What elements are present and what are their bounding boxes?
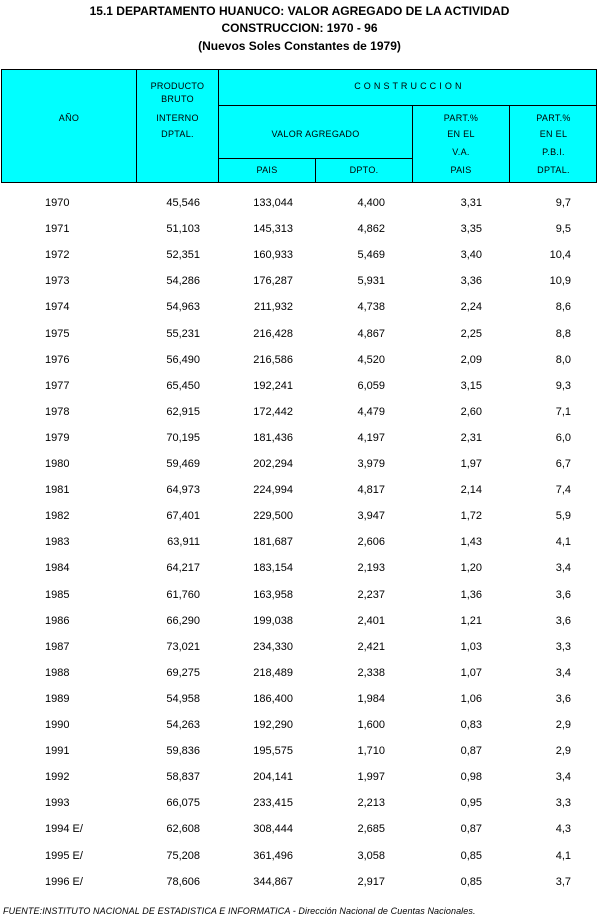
cell-va-dpto: 3,058 xyxy=(357,850,385,862)
cell-va-pais: 192,290 xyxy=(253,719,293,731)
cell-va-pais: 211,932 xyxy=(254,301,293,313)
cell-va-dpto: 4,862 xyxy=(357,223,385,235)
cell-part-va: 1,72 xyxy=(460,510,482,522)
cell-part-pbi: 3,6 xyxy=(555,693,571,705)
cell-pbi-dptal: 54,958 xyxy=(166,693,200,705)
cell-year: 1986 xyxy=(45,615,70,627)
cell-pbi-dptal: 59,469 xyxy=(166,458,200,470)
header-partpbi-l2: EN EL xyxy=(539,129,568,139)
cell-year: 1973 xyxy=(45,275,70,287)
cell-part-va: 2,14 xyxy=(460,484,482,496)
cell-part-va: 3,15 xyxy=(460,380,482,392)
cell-va-dpto: 1,710 xyxy=(357,745,385,757)
header-pais: PAIS xyxy=(256,165,278,175)
cell-pbi-dptal: 62,915 xyxy=(166,406,200,418)
cell-pbi-dptal: 73,021 xyxy=(166,641,200,653)
cell-pbi-dptal: 58,837 xyxy=(166,771,200,783)
header-partva-l4: PAIS xyxy=(450,165,472,175)
table-row xyxy=(0,216,599,242)
cell-pbi-dptal: 45,546 xyxy=(166,197,200,209)
cell-year: 1978 xyxy=(45,406,70,418)
cell-part-va: 2,09 xyxy=(460,354,482,366)
table-row xyxy=(0,190,599,216)
cell-part-va: 0,87 xyxy=(460,745,482,757)
table-row xyxy=(0,451,599,477)
table-row xyxy=(0,399,599,425)
table-row xyxy=(0,608,599,634)
cell-part-pbi: 3,4 xyxy=(555,771,571,783)
header-partpbi-l1: PART.% xyxy=(536,113,571,123)
cell-year: 1993 xyxy=(45,797,70,809)
cell-va-dpto: 4,520 xyxy=(357,354,385,366)
cell-part-pbi: 8,6 xyxy=(555,301,571,313)
header-partva-l3: V.A. xyxy=(452,147,470,157)
cell-part-va: 1,36 xyxy=(460,589,482,601)
cell-pbi-dptal: 61,760 xyxy=(166,589,200,601)
cell-pbi-dptal: 64,973 xyxy=(166,484,200,496)
cell-part-pbi: 4,1 xyxy=(555,536,571,548)
cell-pbi-dptal: 55,231 xyxy=(166,328,200,340)
cell-pbi-dptal: 63,911 xyxy=(167,536,200,548)
cell-part-va: 1,06 xyxy=(460,693,482,705)
cell-part-va: 3,36 xyxy=(460,275,482,287)
cell-va-pais: 216,428 xyxy=(253,328,293,340)
cell-part-pbi: 10,4 xyxy=(549,249,571,261)
header-anio: AÑO xyxy=(58,113,80,123)
cell-year: 1985 xyxy=(45,589,70,601)
cell-part-va: 0,85 xyxy=(460,876,482,888)
cell-va-dpto: 4,817 xyxy=(357,484,385,496)
cell-va-dpto: 5,469 xyxy=(357,249,385,261)
cell-va-pais: 344,867 xyxy=(253,876,293,888)
table-row xyxy=(0,634,599,660)
cell-part-pbi: 8,8 xyxy=(555,328,571,340)
cell-va-pais: 224,994 xyxy=(253,484,293,496)
cell-year: 1976 xyxy=(45,354,70,366)
cell-va-pais: 176,287 xyxy=(253,275,293,287)
cell-part-va: 0,87 xyxy=(460,823,482,835)
cell-part-va: 2,24 xyxy=(460,301,482,313)
table-subtitle: CONSTRUCCION: 1970 - 96 xyxy=(221,21,378,35)
cell-va-pais: 163,958 xyxy=(253,589,293,601)
cell-part-pbi: 3,7 xyxy=(555,876,571,888)
table-row xyxy=(0,347,599,373)
cell-part-va: 2,31 xyxy=(460,432,482,444)
cell-va-dpto: 2,213 xyxy=(357,797,385,809)
header-producto-l3: INTERNO xyxy=(156,113,199,123)
table-row xyxy=(0,869,599,895)
cell-part-va: 0,98 xyxy=(460,771,482,783)
cell-pbi-dptal: 52,351 xyxy=(166,249,200,261)
cell-va-pais: 218,489 xyxy=(253,667,293,679)
cell-year: 1984 xyxy=(45,562,70,574)
cell-year: 1987 xyxy=(45,641,70,653)
cell-part-pbi: 3,3 xyxy=(555,797,571,809)
table-row xyxy=(0,738,599,764)
cell-part-pbi: 6,7 xyxy=(555,458,571,470)
cell-part-pbi: 10,9 xyxy=(549,275,571,287)
cell-va-pais: 361,496 xyxy=(253,850,293,862)
header-dpto: DPTO. xyxy=(349,165,379,175)
cell-va-pais: 216,586 xyxy=(253,354,293,366)
cell-part-va: 1,20 xyxy=(460,562,482,574)
cell-pbi-dptal: 69,275 xyxy=(166,667,200,679)
header-partpbi-l3: P.B.I. xyxy=(542,147,565,157)
table-row xyxy=(0,425,599,451)
cell-va-pais: 204,141 xyxy=(253,771,293,783)
cell-va-pais: 160,933 xyxy=(253,249,293,261)
table-header xyxy=(1,69,597,183)
table-row xyxy=(0,242,599,268)
cell-pbi-dptal: 64,217 xyxy=(166,562,200,574)
cell-va-pais: 195,575 xyxy=(253,745,293,757)
header-construccion: C O N S T R U C C I O N xyxy=(354,81,462,91)
cell-part-va: 1,43 xyxy=(460,536,482,548)
table-row xyxy=(0,660,599,686)
cell-va-pais: 234,330 xyxy=(253,641,293,653)
table-row xyxy=(0,294,599,320)
cell-part-pbi: 2,9 xyxy=(555,719,571,731)
cell-part-pbi: 7,4 xyxy=(555,484,571,496)
table-row xyxy=(0,582,599,608)
cell-part-va: 0,83 xyxy=(460,719,482,731)
cell-va-dpto: 4,400 xyxy=(357,197,385,209)
cell-va-dpto: 3,947 xyxy=(357,510,385,522)
cell-pbi-dptal: 70,195 xyxy=(166,432,200,444)
table-units: (Nuevos Soles Constantes de 1979) xyxy=(198,39,401,53)
cell-va-pais: 181,687 xyxy=(253,536,293,548)
header-producto-l2: BRUTO xyxy=(161,94,194,104)
cell-part-pbi: 9,3 xyxy=(555,380,571,392)
cell-va-pais: 192,241 xyxy=(253,380,293,392)
cell-va-pais: 202,294 xyxy=(253,458,293,470)
cell-va-pais: 133,044 xyxy=(253,197,293,209)
cell-va-pais: 308,444 xyxy=(253,823,293,835)
table-row xyxy=(0,555,599,581)
cell-year: 1995 E/ xyxy=(45,850,83,862)
cell-pbi-dptal: 66,075 xyxy=(166,797,200,809)
cell-va-dpto: 2,193 xyxy=(357,562,385,574)
cell-year: 1990 xyxy=(45,719,70,731)
cell-year: 1975 xyxy=(45,328,70,340)
header-partpbi-l4: DPTAL. xyxy=(537,165,570,175)
cell-va-pais: 186,400 xyxy=(253,693,293,705)
cell-year: 1989 xyxy=(45,693,70,705)
cell-part-va: 1,21 xyxy=(460,615,482,627)
cell-va-pais: 199,038 xyxy=(253,615,293,627)
cell-part-pbi: 3,6 xyxy=(555,615,571,627)
cell-part-pbi: 4,3 xyxy=(555,823,571,835)
cell-va-dpto: 4,738 xyxy=(357,301,385,313)
table-row xyxy=(0,477,599,503)
cell-part-pbi: 3,3 xyxy=(555,641,571,653)
cell-part-va: 1,07 xyxy=(460,667,482,679)
cell-part-va: 1,03 xyxy=(460,641,482,653)
cell-part-pbi: 9,7 xyxy=(555,197,571,209)
cell-year: 1991 xyxy=(45,745,70,757)
cell-year: 1972 xyxy=(45,249,70,261)
table-row xyxy=(0,373,599,399)
cell-va-dpto: 2,338 xyxy=(357,667,385,679)
cell-part-pbi: 6,0 xyxy=(555,432,571,444)
cell-part-va: 3,40 xyxy=(460,249,482,261)
cell-year: 1981 xyxy=(45,484,70,496)
cell-part-va: 1,97 xyxy=(460,458,482,470)
cell-pbi-dptal: 54,263 xyxy=(166,719,200,731)
cell-part-va: 2,60 xyxy=(460,406,482,418)
cell-part-va: 0,85 xyxy=(460,850,482,862)
table-row xyxy=(0,764,599,790)
header-partva-l2: EN EL xyxy=(447,129,475,139)
cell-pbi-dptal: 51,103 xyxy=(166,223,200,235)
cell-pbi-dptal: 66,290 xyxy=(166,615,200,627)
cell-year: 1974 xyxy=(45,301,70,313)
table-row xyxy=(0,816,599,842)
cell-part-va: 3,31 xyxy=(460,197,482,209)
cell-year: 1988 xyxy=(45,667,70,679)
cell-va-dpto: 4,479 xyxy=(357,406,385,418)
cell-va-pais: 183,154 xyxy=(253,562,293,574)
cell-pbi-dptal: 54,963 xyxy=(166,301,200,313)
cell-year: 1983 xyxy=(45,536,70,548)
cell-part-pbi: 5,9 xyxy=(555,510,571,522)
header-partva-l1: PART.% xyxy=(443,113,479,123)
cell-pbi-dptal: 75,208 xyxy=(166,850,200,862)
cell-part-pbi: 3,4 xyxy=(555,667,571,679)
table-row xyxy=(0,321,599,347)
cell-pbi-dptal: 62,608 xyxy=(166,823,200,835)
cell-va-dpto: 4,867 xyxy=(357,328,385,340)
cell-part-va: 3,35 xyxy=(460,223,482,235)
table-row xyxy=(0,843,599,869)
cell-va-pais: 229,500 xyxy=(253,510,293,522)
cell-va-dpto: 1,600 xyxy=(357,719,385,731)
cell-year: 1992 xyxy=(45,771,70,783)
table-title: 15.1 DEPARTAMENTO HUANUCO: VALOR AGREGADO DE LA ACTIVIDAD xyxy=(89,4,510,18)
cell-va-pais: 233,415 xyxy=(253,797,293,809)
cell-year: 1977 xyxy=(45,380,70,392)
cell-va-dpto: 4,197 xyxy=(357,432,385,444)
cell-pbi-dptal: 54,286 xyxy=(166,275,200,287)
cell-pbi-dptal: 78,606 xyxy=(166,876,200,888)
cell-part-pbi: 4,1 xyxy=(555,850,571,862)
cell-part-pbi: 2,9 xyxy=(555,745,571,757)
header-valor-agregado: VALOR AGREGADO xyxy=(271,129,360,139)
cell-va-pais: 181,436 xyxy=(253,432,293,444)
cell-va-pais: 172,442 xyxy=(253,406,293,418)
cell-year: 1996 E/ xyxy=(45,876,83,888)
cell-va-dpto: 6,059 xyxy=(357,380,385,392)
cell-pbi-dptal: 65,450 xyxy=(166,380,200,392)
cell-pbi-dptal: 56,490 xyxy=(166,354,200,366)
cell-part-pbi: 7,1 xyxy=(555,406,571,418)
cell-pbi-dptal: 67,401 xyxy=(166,510,200,522)
cell-va-pais: 145,313 xyxy=(253,223,293,235)
cell-part-va: 2,25 xyxy=(460,328,482,340)
header-producto-l4: DPTAL. xyxy=(161,129,194,139)
cell-va-dpto: 1,997 xyxy=(357,771,385,783)
cell-part-pbi: 8,0 xyxy=(555,354,571,366)
cell-va-dpto: 2,685 xyxy=(357,823,385,835)
table-row xyxy=(0,790,599,816)
cell-va-dpto: 2,917 xyxy=(357,876,385,888)
cell-va-dpto: 1,984 xyxy=(357,693,385,705)
cell-part-va: 0,95 xyxy=(460,797,482,809)
table-row xyxy=(0,529,599,555)
cell-va-dpto: 5,931 xyxy=(357,275,385,287)
cell-year: 1970 xyxy=(45,197,70,209)
source-note: FUENTE:INSTITUTO NACIONAL DE ESTADISTICA E INFORMATICA - Dirección Nacional de Cuentas Nacionales. xyxy=(3,906,476,916)
cell-part-pbi: 3,6 xyxy=(555,589,571,601)
cell-part-pbi: 3,4 xyxy=(555,562,571,574)
cell-part-pbi: 9,5 xyxy=(555,223,571,235)
cell-va-dpto: 2,606 xyxy=(357,536,385,548)
cell-year: 1979 xyxy=(45,432,70,444)
header-producto-l1: PRODUCTO xyxy=(150,81,205,91)
cell-va-dpto: 2,421 xyxy=(357,641,385,653)
table-row xyxy=(0,268,599,294)
cell-year: 1994 E/ xyxy=(45,823,83,835)
cell-va-dpto: 2,401 xyxy=(357,615,385,627)
cell-pbi-dptal: 59,836 xyxy=(166,745,200,757)
cell-year: 1982 xyxy=(45,510,70,522)
cell-va-dpto: 2,237 xyxy=(357,589,385,601)
cell-year: 1971 xyxy=(45,223,70,235)
cell-year: 1980 xyxy=(45,458,70,470)
table-row xyxy=(0,686,599,712)
table-row xyxy=(0,712,599,738)
table-row xyxy=(0,503,599,529)
cell-va-dpto: 3,979 xyxy=(357,458,385,470)
